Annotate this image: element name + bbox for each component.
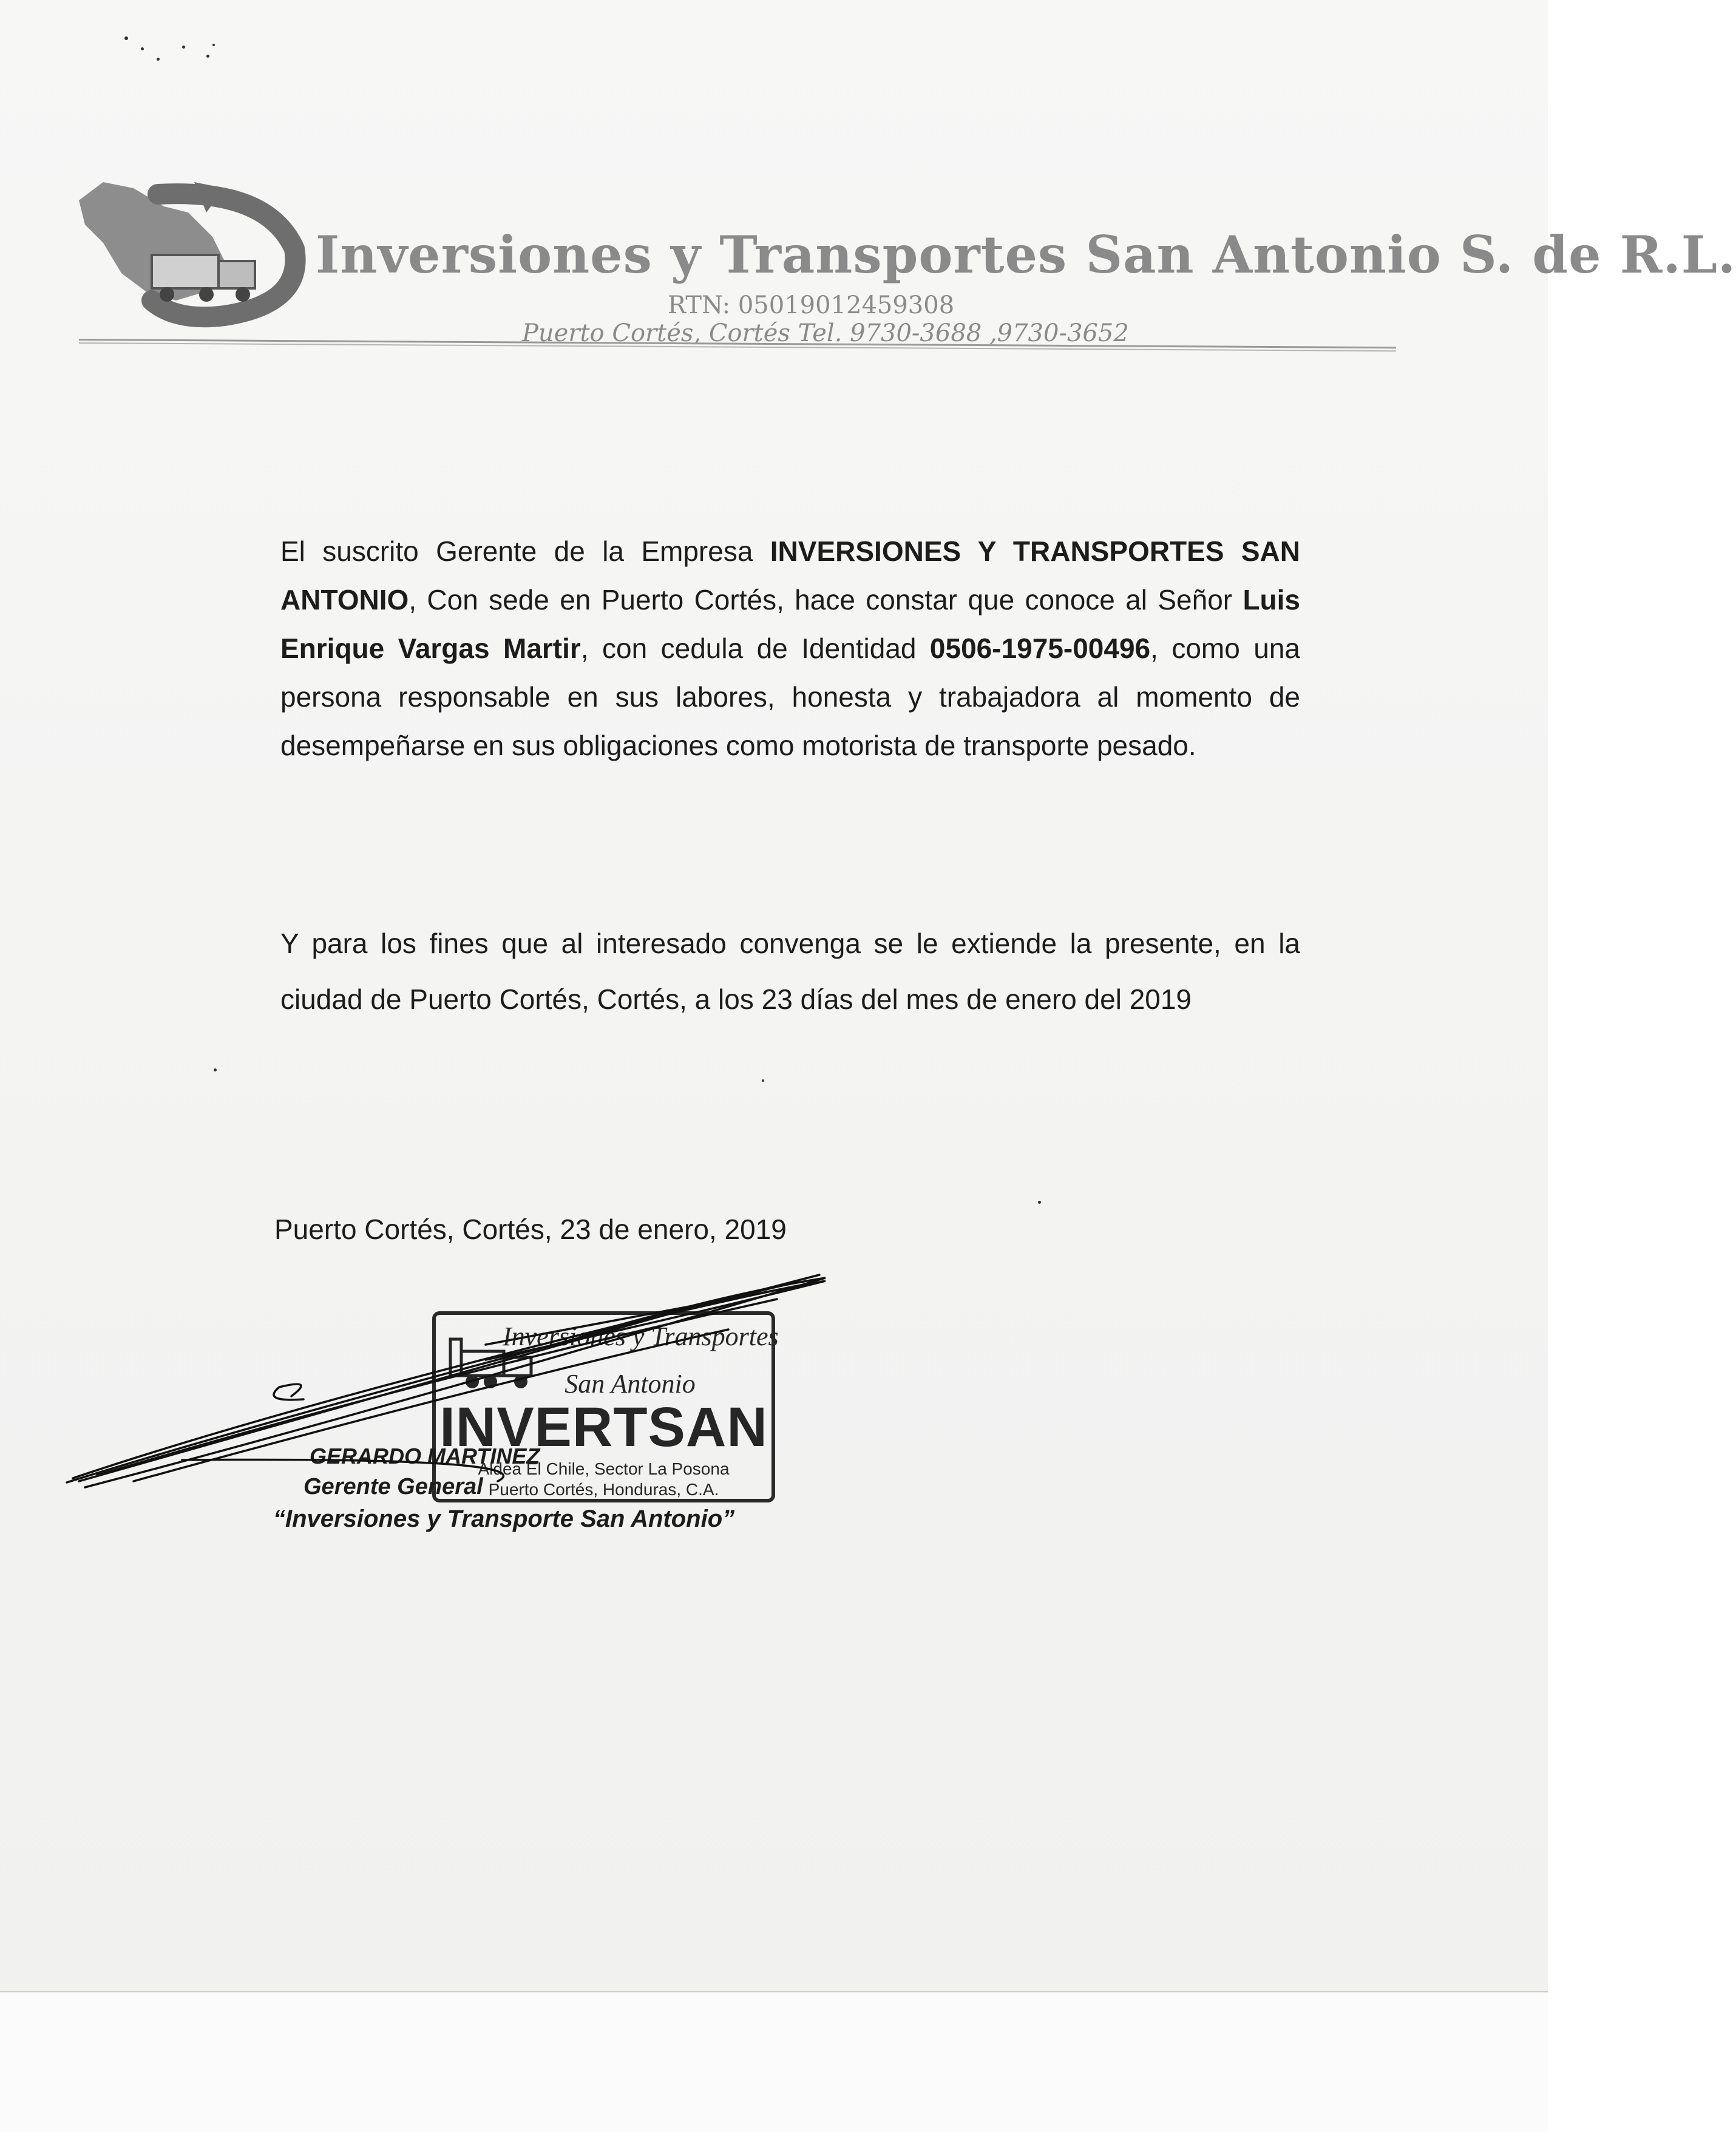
company-address-phone: Puerto Cortés, Cortés Tel. 9730-3688 ,9730-3652 xyxy=(522,319,1129,347)
stamp-company-line: Inversiones y Transportes xyxy=(503,1322,779,1351)
scan-speck xyxy=(214,1068,217,1071)
signer-name: GERARDO MARTINEZ xyxy=(310,1444,540,1468)
scan-speck xyxy=(1038,1201,1041,1204)
p1-text-2: , Con sede en Puerto Cortés, hace constar que conoce al Señor xyxy=(409,584,1243,616)
p1-text-4: , como una persona responsable en sus labores, honesta y trabajadora al momento de desempeñarse en sus obligaciones como motorista de transporte pesado. xyxy=(280,633,1301,761)
stamp-address: Aldea El Chile, Sector La Posona xyxy=(478,1459,730,1478)
stamp-company-line-2: San Antonio xyxy=(565,1369,696,1399)
stamp-brand: INVERTSAN xyxy=(439,1396,768,1458)
employee-name: Luis Enrique Vargas Martir xyxy=(280,584,1300,664)
p1-text-1: El suscrito Gerente de la Empresa xyxy=(280,535,770,567)
id-number: 0506-1975-00496 xyxy=(929,633,1151,664)
scan-speck xyxy=(182,46,185,49)
company-name: Inversiones y Transportes San Antonio S. de R.L. xyxy=(316,225,1736,285)
stamp-city: Puerto Cortés, Honduras, C.A. xyxy=(488,1480,719,1499)
company-rtn: RTN: 05019012459308 xyxy=(668,291,955,319)
company-name-bold: INVERSIONES Y TRANSPORTES SAN ANTONIO xyxy=(280,535,1300,616)
scan-speck xyxy=(124,36,128,40)
signer-role: Gerente General xyxy=(303,1474,483,1499)
scan-speck xyxy=(206,55,209,58)
place-and-date: Puerto Cortés, Cortés, 23 de enero, 2019 xyxy=(274,1214,787,1245)
signer-company: “Inversiones y Transporte San Antonio” xyxy=(273,1506,735,1532)
scan-speck xyxy=(762,1079,764,1082)
scan-speck xyxy=(157,58,160,61)
scan-speck xyxy=(212,44,215,46)
handwritten-signature xyxy=(61,1257,850,1512)
p1-text-3: , con cedula de Identidad xyxy=(580,633,930,664)
truck-over-map-logo-icon xyxy=(67,170,310,328)
scanner-bed-margin xyxy=(0,1991,1548,2132)
certification-paragraph xyxy=(280,527,1300,770)
scan-speck xyxy=(141,47,144,50)
closing-paragraph: Y para los fines que al interesado convenga se le extiende la presente, en la ciudad de Puerto Cortés, Cortés, a los 23 días del mes de enero del 2019 xyxy=(280,928,1300,1015)
